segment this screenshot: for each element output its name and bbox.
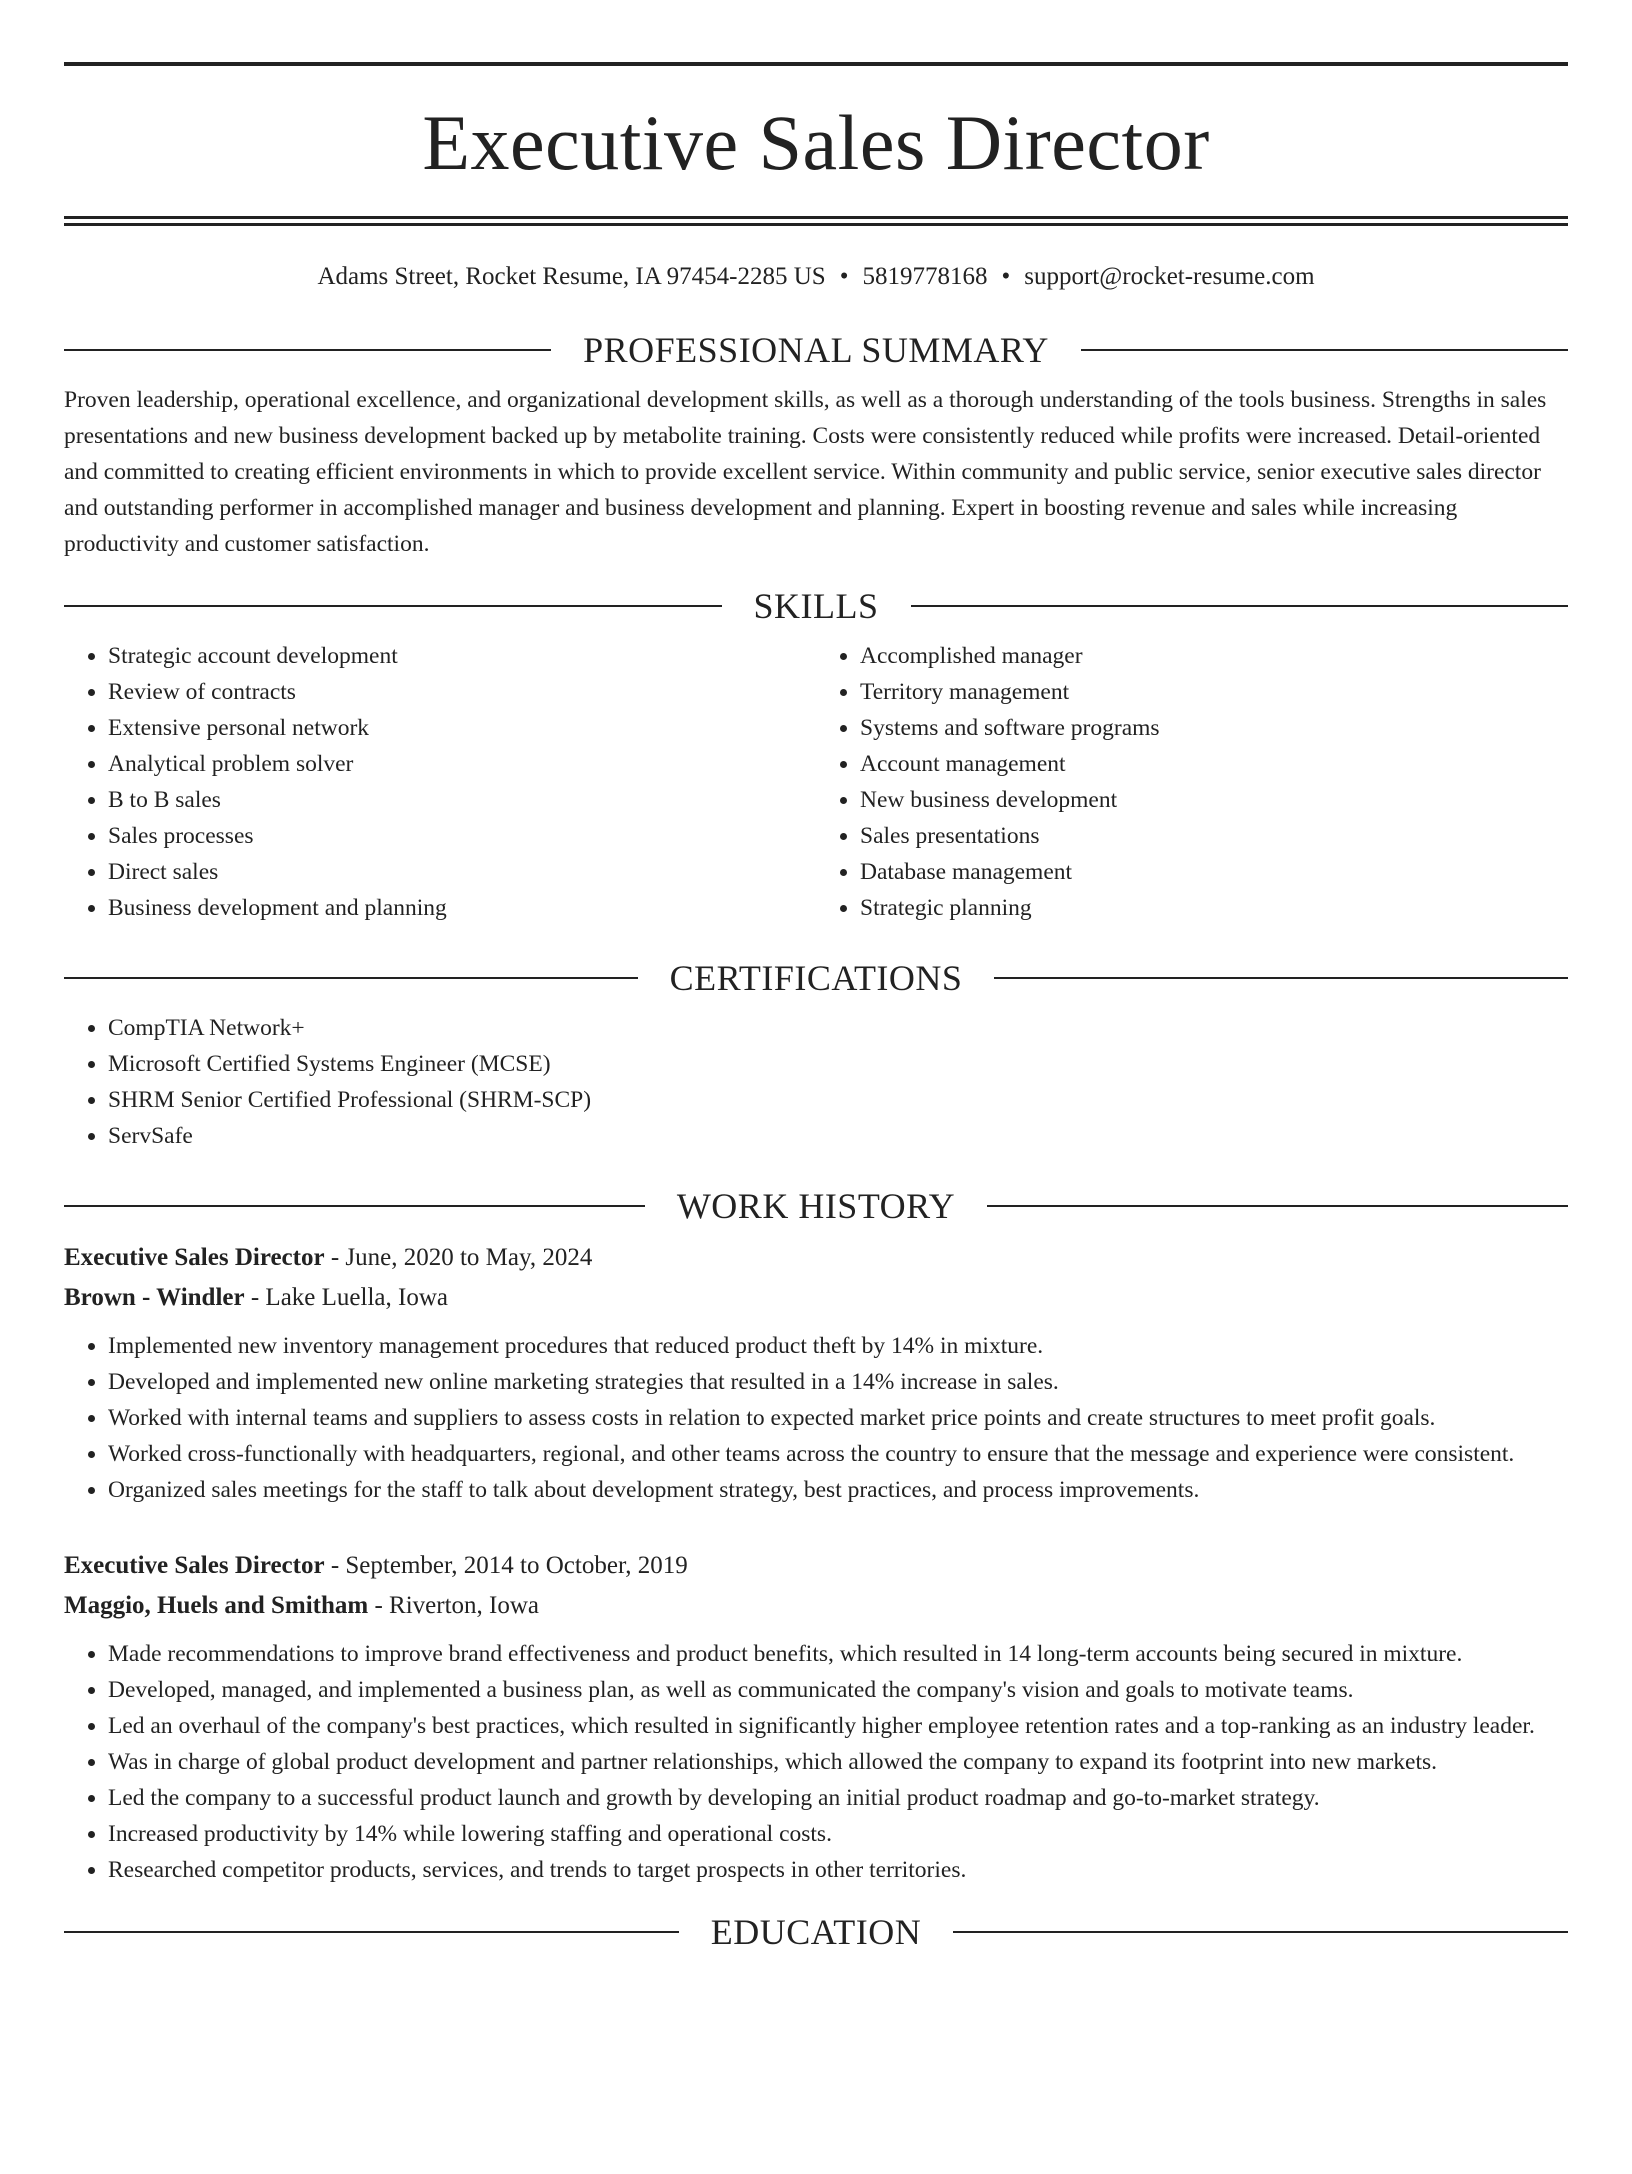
skill-item: • Business development and planning	[108, 890, 816, 926]
job-title: Executive Sales Director	[64, 1244, 325, 1271]
job-bullet: • Researched competitor products, services, and trends to target prospects in other territories.	[108, 1852, 1568, 1888]
skill-item: • Strategic planning	[860, 890, 1568, 926]
job-bullet: • Worked cross-functionally with headquarters, regional, and other teams across the country to ensure that the message and experience were consistent.	[108, 1436, 1568, 1472]
job-location: - Lake Luella, Iowa	[244, 1284, 448, 1311]
heading-rule-right	[953, 1931, 1568, 1933]
job-location: - Riverton, Iowa	[368, 1592, 539, 1619]
job-company-line	[64, 1278, 1568, 1318]
job-bullet: • Developed, managed, and implemented a business plan, as well as communicated the company's vision and goals to motivate teams.	[108, 1672, 1568, 1708]
skill-item: • Analytical problem solver	[108, 746, 816, 782]
summary-heading-label: PROFESSIONAL SUMMARY	[583, 330, 1049, 370]
heading-rule-left	[64, 605, 722, 607]
skill-item: • Strategic account development	[108, 638, 816, 674]
contact-separator: •	[839, 263, 849, 290]
skill-item: • Extensive personal network	[108, 710, 816, 746]
work-history-section-heading	[64, 1188, 1568, 1224]
certification-item: • Microsoft Certified Systems Engineer (MCSE)	[108, 1046, 1568, 1082]
job-company: Maggio, Huels and Smitham	[64, 1592, 369, 1619]
education-section-heading	[64, 1914, 1568, 1950]
education-heading-label: EDUCATION	[710, 1912, 922, 1952]
job-bullets	[64, 1328, 1568, 1508]
skill-item: • Database management	[860, 854, 1568, 890]
job-company-line	[64, 1586, 1568, 1626]
skill-item: • Review of contracts	[108, 674, 816, 710]
heading-rule-right	[987, 1205, 1568, 1207]
heading-rule-left	[64, 1205, 645, 1207]
skill-item: • Account management	[860, 746, 1568, 782]
skill-item: • Systems and software programs	[860, 710, 1568, 746]
heading-rule-left	[64, 349, 551, 351]
skill-item: • Sales presentations	[860, 818, 1568, 854]
heading-rule-right	[994, 977, 1568, 979]
skill-item: • New business development	[860, 782, 1568, 818]
contact-email: support@rocket-resume.com	[1024, 263, 1315, 290]
skill-item: • Accomplished manager	[860, 638, 1568, 674]
certifications-heading-label: CERTIFICATIONS	[669, 958, 963, 998]
job-dates: - June, 2020 to May, 2024	[324, 1244, 593, 1271]
job-title-line	[64, 1238, 1568, 1278]
job-bullet: • Increased productivity by 14% while lowering staffing and operational costs.	[108, 1816, 1568, 1852]
work-history-heading-label: WORK HISTORY	[676, 1186, 956, 1226]
title-double-rule	[64, 216, 1568, 226]
certification-item: • ServSafe	[108, 1118, 1568, 1154]
skills-grid	[64, 638, 1568, 926]
certification-item: • SHRM Senior Certified Professional (SHRM-SCP)	[108, 1082, 1568, 1118]
skills-section-heading	[64, 588, 1568, 624]
job-bullet: • Implemented new inventory management procedures that reduced product theft by 14% in mixture.	[108, 1328, 1568, 1364]
job-bullet: • Organized sales meetings for the staff to talk about development strategy, best practices, and process improvements.	[108, 1472, 1568, 1508]
contact-address: Adams Street, Rocket Resume, IA 97454-2285 US	[317, 263, 826, 290]
job-company: Brown - Windler	[64, 1284, 245, 1311]
job-bullet: • Developed and implemented new online marketing strategies that resulted in a 14% increase in sales.	[108, 1364, 1568, 1400]
heading-rule-left	[64, 1931, 679, 1933]
job-title-line	[64, 1546, 1568, 1586]
job-dates: - September, 2014 to October, 2019	[324, 1552, 688, 1579]
heading-rule-right	[911, 605, 1569, 607]
top-rule	[64, 62, 1568, 66]
job-bullet: • Was in charge of global product development and partner relationships, which allowed the company to expand its footprint into new markets.	[108, 1744, 1568, 1780]
job-bullet: • Led an overhaul of the company's best practices, which resulted in significantly higher employee retention rates and a top-ranking as an industry leader.	[108, 1708, 1568, 1744]
resume-page	[0, 62, 1632, 2174]
contact-line	[64, 262, 1568, 292]
skill-item: • Territory management	[860, 674, 1568, 710]
summary-text: Proven leadership, operational excellence, and organizational development skills, as well as a thorough understanding of the tools business. Strengths in sales presentations and new business development backed up by metabolite training. Costs were consistently reduced while profits were increased. Detail-oriented and committed to creating efficient environments in which to provide excellent service. Within community and public service, senior executive sales director and outstanding performer in accomplished manager and business development and planning. Expert in boosting revenue and sales while increasing productivity and customer satisfaction.	[64, 387, 1547, 557]
heading-rule-right	[1081, 349, 1568, 351]
contact-phone: 5819778168	[862, 263, 988, 290]
skill-item: • Direct sales	[108, 854, 816, 890]
job-title: Executive Sales Director	[64, 1552, 325, 1579]
certification-item: • CompTIA Network+	[108, 1010, 1568, 1046]
skills-list-right	[816, 638, 1568, 926]
job-bullet: • Led the company to a successful product launch and growth by developing an initial product roadmap and go-to-market strategy.	[108, 1780, 1568, 1816]
heading-rule-left	[64, 977, 638, 979]
resume-title: Executive Sales Director	[422, 99, 1210, 186]
certifications-list	[64, 1010, 1568, 1154]
job-entry	[64, 1546, 1568, 1888]
skills-list-left	[64, 638, 816, 926]
job-bullet: • Worked with internal teams and suppliers to assess costs in relation to expected market price points and create structures to meet profit goals.	[108, 1400, 1568, 1436]
job-bullet: • Made recommendations to improve brand effectiveness and product benefits, which resulted in 14 long-term accounts being secured in mixture.	[108, 1636, 1568, 1672]
job-entry	[64, 1238, 1568, 1508]
summary-section-heading	[64, 332, 1568, 368]
skill-item: • Sales processes	[108, 818, 816, 854]
skills-heading-label: SKILLS	[753, 586, 879, 626]
job-bullets	[64, 1636, 1568, 1888]
contact-separator: •	[1001, 263, 1011, 290]
skill-item: • B to B sales	[108, 782, 816, 818]
certifications-section-heading	[64, 960, 1568, 996]
